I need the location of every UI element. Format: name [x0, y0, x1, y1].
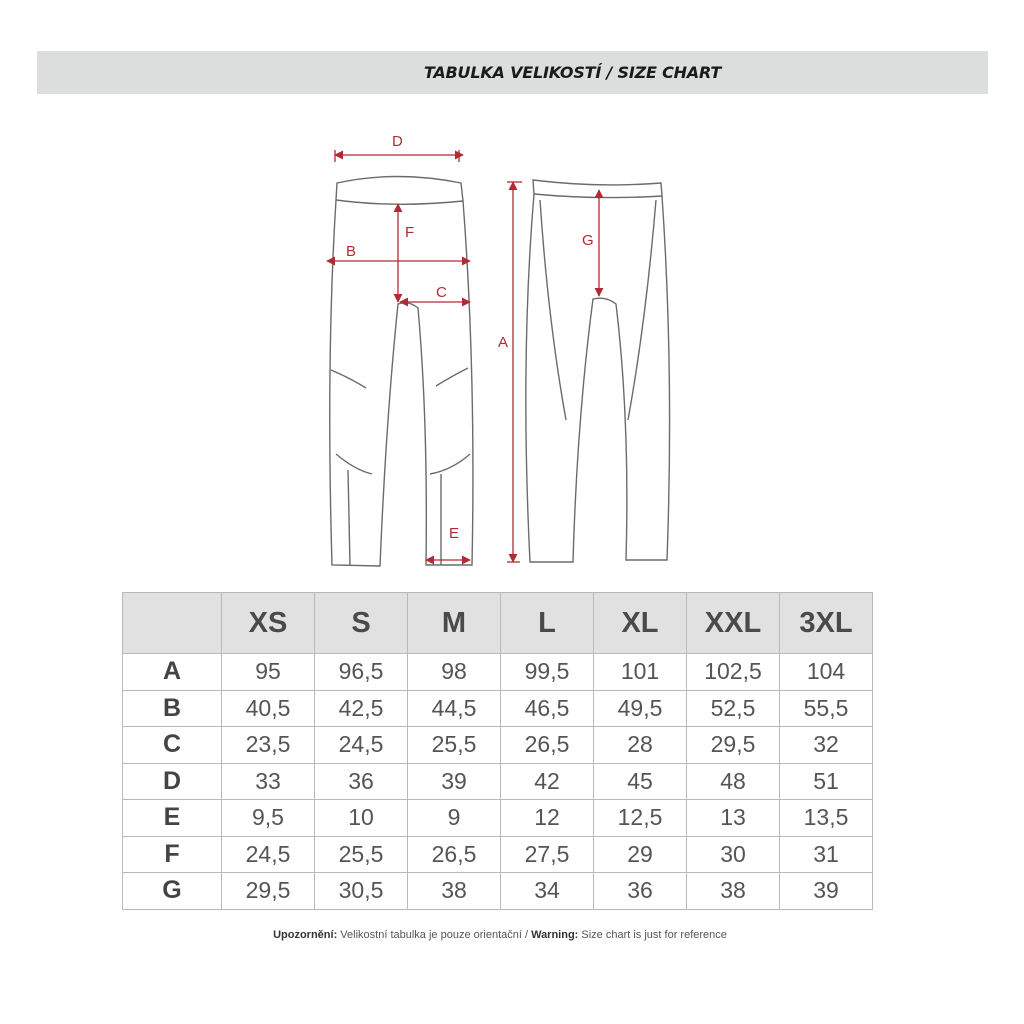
- size-table: [122, 592, 873, 910]
- table-cell: 39: [780, 873, 873, 910]
- table-cell: 42: [501, 763, 594, 800]
- table-cell: 24,5: [315, 727, 408, 764]
- table-row: [123, 654, 873, 691]
- table-row: [123, 800, 873, 837]
- table-cell: 26,5: [501, 727, 594, 764]
- table-cell: 13,5: [780, 800, 873, 837]
- table-row: [123, 727, 873, 764]
- label-b: B: [346, 243, 357, 260]
- warning-cz-text: Velikostní tabulka je pouze orientační /: [337, 929, 532, 941]
- row-label: B: [123, 690, 222, 727]
- table-cell: 29,5: [222, 873, 315, 910]
- table-cell: 96,5: [315, 654, 408, 691]
- table-row: [123, 836, 873, 873]
- table-cell: 40,5: [222, 690, 315, 727]
- label-g: G: [582, 232, 594, 249]
- pants-back-outline: [526, 180, 670, 562]
- row-label: G: [123, 873, 222, 910]
- column-header: 3XL: [780, 593, 873, 654]
- column-header: M: [408, 593, 501, 654]
- table-cell: 34: [501, 873, 594, 910]
- table-cell: 9,5: [222, 800, 315, 837]
- table-cell: 30,5: [315, 873, 408, 910]
- label-e: E: [449, 525, 460, 542]
- table-cell: 12,5: [594, 800, 687, 837]
- table-cell: 28: [594, 727, 687, 764]
- column-header: S: [315, 593, 408, 654]
- table-cell: 44,5: [408, 690, 501, 727]
- column-header: XS: [222, 593, 315, 654]
- table-cell: 48: [687, 763, 780, 800]
- table-cell: 12: [501, 800, 594, 837]
- table-cell: 33: [222, 763, 315, 800]
- table-cell: 42,5: [315, 690, 408, 727]
- table-cell: 55,5: [780, 690, 873, 727]
- table-cell: 46,5: [501, 690, 594, 727]
- table-cell: 45: [594, 763, 687, 800]
- label-f: F: [405, 224, 415, 241]
- table-cell: 51: [780, 763, 873, 800]
- column-header: XXL: [687, 593, 780, 654]
- row-label: A: [123, 654, 222, 691]
- column-header: L: [501, 593, 594, 654]
- label-a: A: [498, 334, 509, 351]
- table-cell: 38: [408, 873, 501, 910]
- table-header-row: [123, 593, 873, 654]
- table-row: [123, 763, 873, 800]
- table-cell: 98: [408, 654, 501, 691]
- table-cell: 31: [780, 836, 873, 873]
- warning-en-label: Warning:: [531, 929, 579, 941]
- table-cell: 36: [594, 873, 687, 910]
- table-cell: 9: [408, 800, 501, 837]
- table-cell: 25,5: [315, 836, 408, 873]
- table-cell: 24,5: [222, 836, 315, 873]
- row-label: C: [123, 727, 222, 764]
- table-cell: 39: [408, 763, 501, 800]
- page-title: TABULKA VELIKOSTÍ / SIZE CHART: [423, 63, 722, 82]
- pants-front-outline: [330, 177, 473, 567]
- table-cell: 99,5: [501, 654, 594, 691]
- table-cell: 102,5: [687, 654, 780, 691]
- table-cell: 25,5: [408, 727, 501, 764]
- table-cell: 101: [594, 654, 687, 691]
- footer-note: [0, 929, 1000, 941]
- warning-en-text: Size chart is just for reference: [578, 929, 727, 941]
- table-cell: 95: [222, 654, 315, 691]
- column-header: XL: [594, 593, 687, 654]
- row-label: E: [123, 800, 222, 837]
- table-row: [123, 690, 873, 727]
- table-cell: 13: [687, 800, 780, 837]
- table-cell: 49,5: [594, 690, 687, 727]
- table-row: [123, 873, 873, 910]
- warning-cz-label: Upozornění:: [273, 929, 338, 941]
- table-cell: 30: [687, 836, 780, 873]
- label-d: D: [392, 133, 403, 150]
- table-cell: 32: [780, 727, 873, 764]
- table-cell: 26,5: [408, 836, 501, 873]
- table-cell: 36: [315, 763, 408, 800]
- table-cell: 38: [687, 873, 780, 910]
- row-label: D: [123, 763, 222, 800]
- label-c: C: [436, 284, 447, 301]
- row-label: F: [123, 836, 222, 873]
- table-cell: 29: [594, 836, 687, 873]
- table-cell: 10: [315, 800, 408, 837]
- table-corner-cell: [123, 593, 222, 654]
- table-cell: 23,5: [222, 727, 315, 764]
- table-cell: 27,5: [501, 836, 594, 873]
- table-cell: 52,5: [687, 690, 780, 727]
- table-cell: 104: [780, 654, 873, 691]
- table-cell: 29,5: [687, 727, 780, 764]
